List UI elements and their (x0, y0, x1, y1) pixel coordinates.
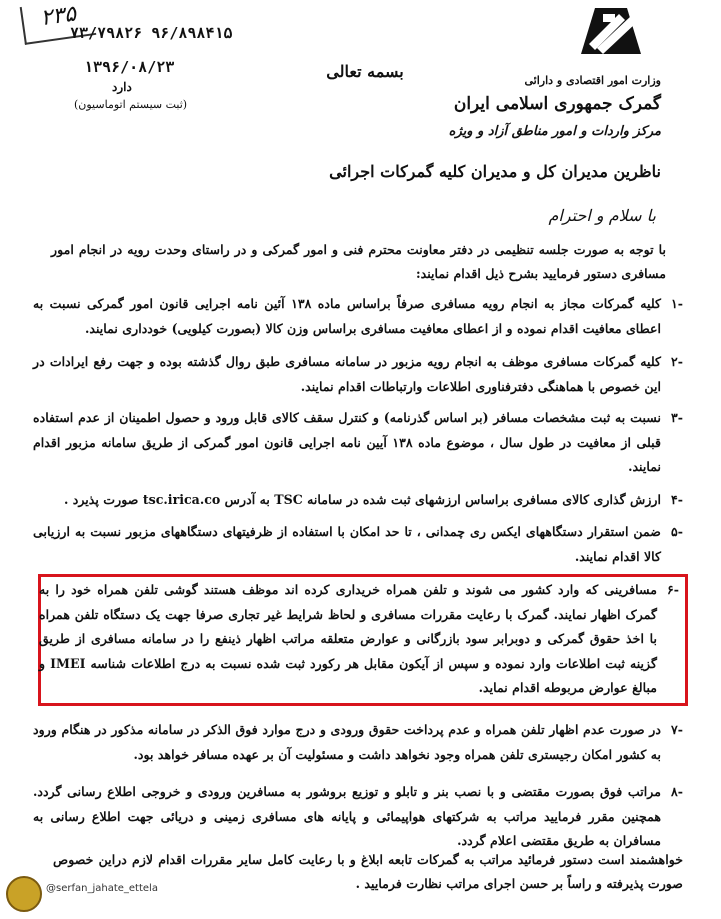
list-item-highlighted (39, 578, 679, 701)
org-center: مرکز واردات و امور مناطق آزاد و ویژه (448, 124, 661, 139)
list-item (33, 350, 683, 399)
letter-recipient-title: ناظرین مدیران کل و مدیران کلیه گمرکات اجرائی (329, 162, 661, 181)
item-number: -۶ (667, 582, 679, 597)
channel-handle: @serfan_jahate_ettela (46, 883, 158, 894)
item-text: در صورت عدم اظهار تلفن همراه و عدم پرداخت حقوق ورودی و درج موارد فوق الذکر در سامانه مذکور در هنگام ورود به کشور امکان رجیستری تلفن همراه وجود نخواهد داشت و مسئولیت آن بر عهده مسافر خواهد بود. (33, 722, 661, 762)
list-item (33, 718, 683, 767)
list-item (33, 780, 683, 854)
item-number: -۱ (671, 296, 683, 311)
item-number: -۸ (671, 784, 683, 799)
letter-date: ۱۳۹۶/۰۸/۲۳ (84, 58, 175, 76)
item-text: مسافرینی که وارد کشور می شوند و تلفن همراه خریداری کرده اند موظف هستند گوشی تلفن همراه خود را به گمرک اظهار نمایند. گمرک با رعایت مقررات مسافری و لحاظ شرایط غیر تجاری صرفا جهت یک دستگاه تلفن همراه با اخذ حقوق گمرکی و دوبرابر سود بازرگانی و عوارض متعلقه مراتب اظهار ذینفع را در سامانه مسافری از طریق گزینه ثبت اطلاعات وارد نموده و سپس از آیکون مقابل هر رکورد ثبت شده نسبت به درج اطلاعات شناسه IMEI و مبالغ عوارض مربوطه اقدام نماید. (39, 582, 657, 695)
list-item (33, 488, 683, 513)
list-item (33, 292, 683, 341)
customs-logo-icon (575, 4, 647, 58)
item-number: -۴ (671, 492, 683, 507)
item-text: ارزش گذاری کالای مسافری براساس ارزشهای ثبت شده در سامانه TSC به آدرس tsc.irica.co صورت پذیرد . (63, 492, 661, 507)
item-text: ضمن استقرار دستگاههای ایکس ری چمدانی ، تا حد امکان با استفاده از ظرفیتهای دستگاههای مزبور نسبت به ارزیابی کالا اقدام نمایند. (33, 524, 661, 564)
item-text: کلیه گمرکات مجاز به انجام رویه مسافری صرفاً براساس ماده ۱۳۸ آئین نامه اجرایی قانون امور گمرکی نسبت به اعطای معافیت اقدام نموده و از اعطای معافیت مسافری براساس وزن کالا (بصورت کیلویی) خودداری نمایند. (33, 296, 661, 336)
list-item (33, 406, 683, 480)
handwritten-number: ۲۳۵ (20, 0, 97, 45)
item-number: -۷ (671, 722, 683, 737)
item-number: -۵ (671, 524, 683, 539)
reference-numbers: ۷۳/۷۹۸۲۶ ۹۶/۸۹۸۴۱۵ (70, 24, 233, 42)
item-number: -۲ (671, 354, 683, 369)
closing-paragraph: خواهشمند است دستور فرمائید مراتب به گمرکات تابعه ابلاغ و با رعایت کامل سایر مقررات اقدام لازم دراین خصوص صورت پذیرفته و راساً بر حسن اجرای مراتب نظارت فرمایید . (53, 852, 683, 891)
intro-paragraph: با توجه به صورت جلسه تنظیمی در دفتر معاونت محترم فنی و امور گمرکی و در راستای وحدت رویه در انجام امور مسافری دستور فرمایید بشرح ذیل اقدام نمایند: (51, 242, 666, 281)
seal-badge-icon (6, 876, 42, 912)
item-text: کلیه گمرکات مسافری موظف به انجام رویه مزبور در سامانه مسافری طبق روال گذشته بوده و جهت رفع ایرادات در این خصوص با هماهنگی دفترفناوری اطلاعات وارتباطات اقدام نمایند. (33, 354, 661, 394)
item-text: مراتب فوق بصورت مقتضی و با نصب بنر و تابلو و توزیع بروشور به مسافرین ورودی و خروجی اطلاع رسانی گردد. همچنین مقرر فرمایید مراتب به شرکتهای هواپیمائی و پایانه های مسافری زمینی و دریائی جهت اطلاع رسانی به مسافران به طریق مقتضی اعلام گردد. (33, 784, 661, 848)
org-customs: گمرک جمهوری اسلامی ایران (453, 94, 661, 114)
item-number: -۳ (671, 410, 683, 425)
salutation: با سلام و احترام (548, 206, 656, 225)
org-ministry: وزارت امور اقتصادی و دارائی (524, 74, 661, 87)
system-note: (ثبت سیستم اتوماسیون) (74, 98, 188, 111)
list-item (33, 520, 683, 569)
attachment-status: دارد (112, 80, 132, 94)
item-text: نسبت به ثبت مشخصات مسافر (بر اساس گذرنامه) و کنترل سقف کالای قابل ورود و حصول اطمینان از عدم استفاده قبلی از معافیت در طول سال ، موضوع ماده ۱۳۸ آیین نامه اجرایی قانون امور گمرکی از طریق سامانه مزبور اقدام نمایند. (33, 410, 661, 474)
basmala: بسمه تعالی (326, 62, 404, 81)
